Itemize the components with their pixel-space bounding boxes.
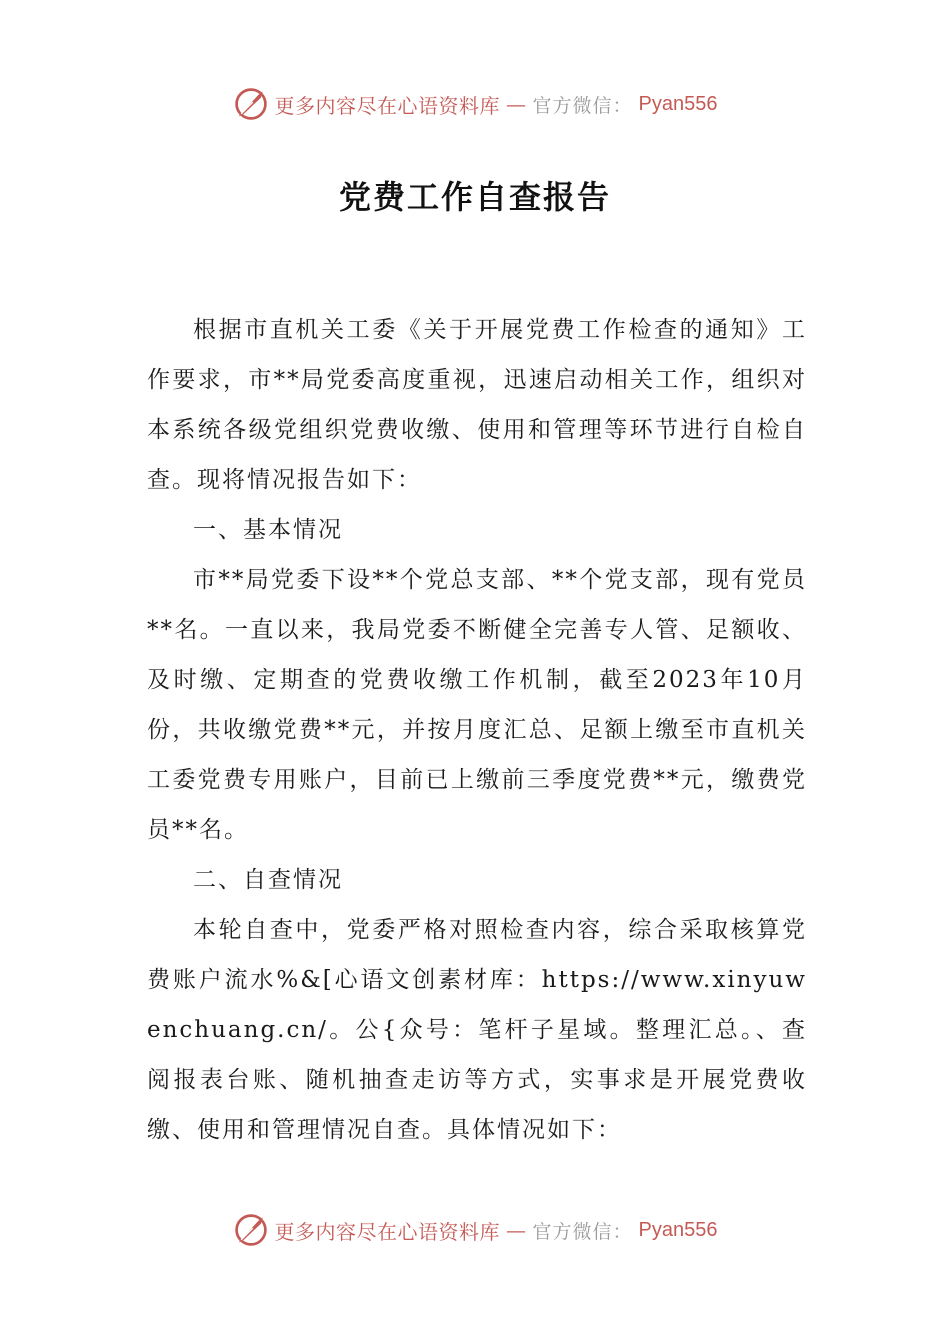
banner-wechat-label: 官方微信： [532,94,633,117]
banner-wechat-id: Pyan556 [638,1218,718,1241]
paragraph-intro: 根据市直机关工委《关于开展党费工作检查的通知》工作要求，市**局党委高度重视，迅速启动相关工作，组织对本系统各级党组织党费收缴、使用和管理等环节进行自检自查。现将情况报告如下： [147,317,807,493]
banner-wechat-id: Pyan556 [638,92,718,115]
banner-text: 更多内容尽在心语资料库 [274,93,500,118]
banner-dash: — [506,92,527,116]
paragraph-basic-situation: 市**局党委下设**个党总支部、**个党支部，现有党员**名。一直以来，我局党委不断健全完善专人管、足额收、及时缴、定期查的党费收缴工作机制，截至2023年10月份，共收缴党费**元，并按月度汇总、足额上缴至市直机关工委党费专用账户，目前已上缴前三季度党费**元，缴费党员**名。 [147,567,807,843]
header-watermark-banner [0,84,950,124]
footer-watermark-banner [0,1210,950,1250]
quill-pen-logo-icon [233,1212,269,1248]
document-title: 党费工作自查报告 [338,178,611,216]
paragraph-self-check: 本轮自查中，党委严格对照检查内容，综合采取核算党费账户流水%&[心语文创素材库：https://www.xinyuwenchuang.cn/。公{众号：笔杆子星域。整理汇总。、查阅报表台账、随机抽查走访等方式，实事求是开展党费收缴、使用和管理情况自查。具体情况如下： [147,917,807,1143]
banner-text: 更多内容尽在心语资料库 [274,1219,500,1244]
section-heading-self-check: 二、自查情况 [193,867,343,893]
banner-dash: — [506,1218,527,1242]
banner-wechat-label: 官方微信： [532,1220,633,1243]
quill-pen-logo-icon [233,86,269,122]
section-heading-basic: 一、基本情况 [193,517,343,543]
document-body [147,305,807,1155]
